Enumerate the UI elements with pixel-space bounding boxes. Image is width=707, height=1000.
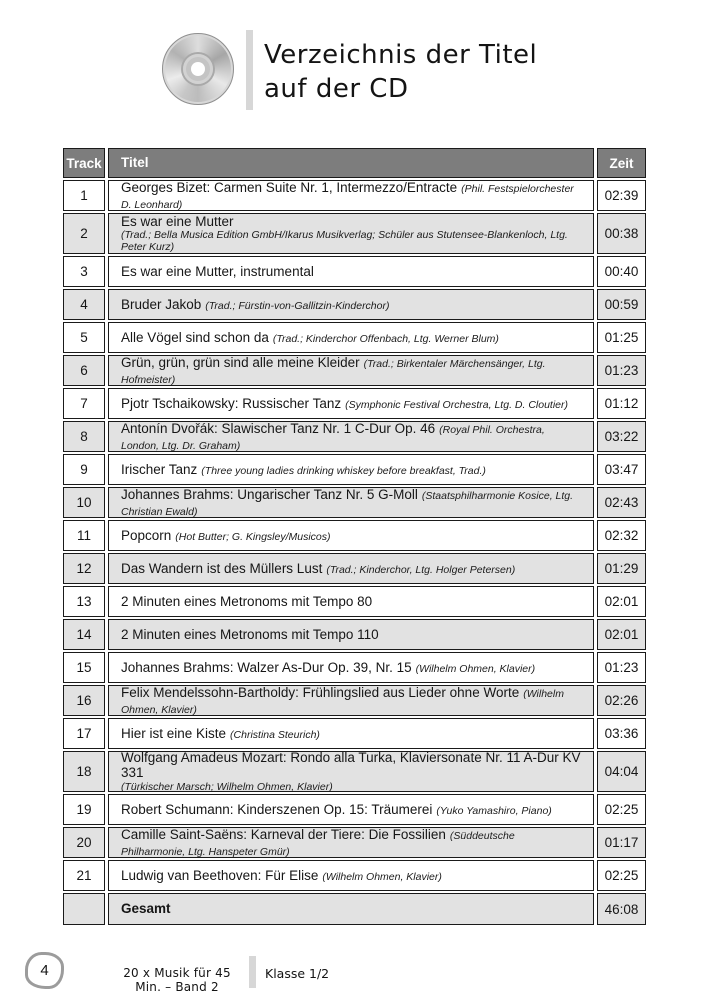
column-header-track: Track <box>63 148 105 178</box>
cd-disc-icon <box>162 33 234 105</box>
total-label-cell <box>108 893 594 925</box>
track-note: (Wilhelm Ohmen, Klavier) <box>415 662 536 675</box>
track-cell: 14 <box>63 619 105 650</box>
track-note: (Trad.; Birkentaler Märchensänger, Ltg. Hofmeister) <box>121 357 546 386</box>
track-title: Pjotr Tschaikowsky: Russischer Tanz (Symphonic Festival Orchestra, Ltg. D. Cloutier) <box>121 395 568 411</box>
time-cell: 01:12 <box>597 388 646 419</box>
time-cell: 02:39 <box>597 180 646 211</box>
time-cell: 02:25 <box>597 794 646 825</box>
title-cell <box>108 685 594 716</box>
track-cell: 12 <box>63 553 105 584</box>
title-cell <box>108 213 594 254</box>
title-cell <box>108 751 594 792</box>
track-cell: 5 <box>63 322 105 353</box>
time-cell: 02:32 <box>597 520 646 551</box>
cd-hub <box>183 54 213 84</box>
track-title: Camille Saint-Saëns: Karneval der Tiere: Die Fossilien (Süddeutsche Philharmonie, Ltg. Hanspeter Gmür) <box>121 826 515 858</box>
track-cell: 4 <box>63 289 105 320</box>
track-cell: 20 <box>63 827 105 858</box>
track-title: 2 Minuten eines Metronoms mit Tempo 80 <box>121 593 373 609</box>
track-note: (Wilhelm Ohmen, Klavier) <box>121 687 564 716</box>
track-cell: 10 <box>63 487 105 518</box>
track-title: Johannes Brahms: Ungarischer Tanz Nr. 5 G-Moll (Staatsphilharmonie Kosice, Ltg. Christian Ewald) <box>121 486 574 518</box>
title-cell <box>108 652 594 683</box>
track-table <box>63 148 646 925</box>
track-cell: 9 <box>63 454 105 485</box>
track-title: Das Wandern ist des Müllers Lust (Trad.; Kinderchor, Ltg. Holger Petersen) <box>121 560 516 576</box>
title-cell <box>108 421 594 452</box>
track-title: Alle Vögel sind schon da (Trad.; Kinderchor Offenbach, Ltg. Werner Blum) <box>121 329 499 345</box>
title-cell <box>108 388 594 419</box>
track-note: (Hot Butter; G. Kingsley/Musicos) <box>175 530 331 543</box>
time-cell: 01:25 <box>597 322 646 353</box>
page-number-badge <box>25 952 64 989</box>
track-cell: 3 <box>63 256 105 287</box>
time-cell: 03:22 <box>597 421 646 452</box>
title-cell <box>108 586 594 617</box>
track-title: Antonín Dvořák: Slawischer Tanz Nr. 1 C-Dur Op. 46 (Royal Phil. Orchestra, London, Ltg. Dr. Graham) <box>121 420 545 452</box>
title-divider-bar <box>246 30 253 110</box>
track-note: (Symphonic Festival Orchestra, Ltg. D. Cloutier) <box>345 398 568 411</box>
track-note: (Trad.; Bella Musica Edition GmbH/Ikarus Musikverlag; Schüler aus Stutensee-Blankenloch, Ltg. Peter Kurz) <box>121 229 568 254</box>
track-cell: 17 <box>63 718 105 749</box>
track-cell: 18 <box>63 751 105 792</box>
total-track-cell <box>63 893 105 925</box>
time-cell: 02:43 <box>597 487 646 518</box>
time-cell: 02:25 <box>597 860 646 891</box>
track-note: (Süddeutsche Philharmonie, Ltg. Hanspeter Gmür) <box>121 829 515 858</box>
track-title: Ludwig van Beethoven: Für Elise (Wilhelm Ohmen, Klavier) <box>121 867 442 883</box>
title-cell <box>108 553 594 584</box>
footer-divider-bar <box>249 956 256 988</box>
time-cell: 01:23 <box>597 355 646 386</box>
title-cell <box>108 827 594 858</box>
track-title: 2 Minuten eines Metronoms mit Tempo 110 <box>121 626 379 642</box>
title-cell <box>108 487 594 518</box>
title-cell <box>108 322 594 353</box>
title-cell <box>108 520 594 551</box>
time-cell: 04:04 <box>597 751 646 792</box>
track-cell: 15 <box>63 652 105 683</box>
footer-series-title: 20 x Musik für 45 Min. – Band 2 <box>123 966 231 994</box>
track-cell: 11 <box>63 520 105 551</box>
track-note: (Trad.; Fürstin-von-Gallitzin-Kinderchor) <box>205 299 390 312</box>
track-note: (Trad.; Kinderchor, Ltg. Holger Petersen) <box>326 563 516 576</box>
page-number: 4 <box>40 962 49 979</box>
track-cell: 13 <box>63 586 105 617</box>
track-title: Irischer Tanz (Three young ladies drinking whiskey before breakfast, Trad.) <box>121 461 486 477</box>
track-title: Grün, grün, grün sind alle meine Kleider (Trad.; Birkentaler Märchensänger, Ltg. Hofmeister) <box>121 354 546 386</box>
track-note: (Yuko Yamashiro, Piano) <box>436 804 552 817</box>
time-cell: 00:59 <box>597 289 646 320</box>
track-note: (Staatsphilharmonie Kosice, Ltg. Christian Ewald) <box>121 489 574 518</box>
track-title: Es war eine Mutter <box>121 213 234 229</box>
time-cell: 00:40 <box>597 256 646 287</box>
track-title: Robert Schumann: Kinderszenen Op. 15: Träumerei (Yuko Yamashiro, Piano) <box>121 801 552 817</box>
time-cell: 02:26 <box>597 685 646 716</box>
track-note: (Christina Steurich) <box>230 728 320 741</box>
total-time-cell: 46:08 <box>597 893 646 925</box>
column-header-zeit: Zeit <box>597 148 646 178</box>
track-note: (Türkischer Marsch; Wilhelm Ohmen, Klavier) <box>121 780 333 793</box>
page-title-line2: auf der CD <box>264 74 409 104</box>
cd-hole <box>191 62 205 76</box>
track-note: (Phil. Festspielorchester D. Leonhard) <box>121 182 574 211</box>
track-title: Bruder Jakob (Trad.; Fürstin-von-Gallitzin-Kinderchor) <box>121 296 390 312</box>
title-cell <box>108 718 594 749</box>
time-cell: 02:01 <box>597 586 646 617</box>
title-cell <box>108 355 594 386</box>
track-title: Georges Bizet: Carmen Suite Nr. 1, Intermezzo/Entracte (Phil. Festspielorchester D. Leonhard) <box>121 179 574 211</box>
title-cell <box>108 180 594 211</box>
track-cell: 8 <box>63 421 105 452</box>
title-cell <box>108 794 594 825</box>
track-title: Hier ist eine Kiste (Christina Steurich) <box>121 725 320 741</box>
footer-class-level: Klasse 1/2 <box>265 966 330 981</box>
track-note: (Royal Phil. Orchestra, London, Ltg. Dr. Graham) <box>121 423 545 452</box>
time-cell: 03:36 <box>597 718 646 749</box>
time-cell: 01:29 <box>597 553 646 584</box>
track-title: Es war eine Mutter, instrumental <box>121 263 314 279</box>
track-title: Johannes Brahms: Walzer As-Dur Op. 39, Nr. 15 (Wilhelm Ohmen, Klavier) <box>121 659 536 675</box>
title-cell <box>108 256 594 287</box>
track-note: (Wilhelm Ohmen, Klavier) <box>322 870 442 883</box>
column-header-titel: Titel <box>108 148 594 178</box>
track-cell: 1 <box>63 180 105 211</box>
track-cell: 2 <box>63 213 105 254</box>
track-note: (Trad.; Kinderchor Offenbach, Ltg. Werner Blum) <box>272 332 499 345</box>
title-cell <box>108 619 594 650</box>
time-cell: 03:47 <box>597 454 646 485</box>
track-title: Felix Mendelssohn-Bartholdy: Frühlingslied aus Lieder ohne Worte (Wilhelm Ohmen, Klavier) <box>121 684 564 716</box>
time-cell: 01:17 <box>597 827 646 858</box>
track-cell: 6 <box>63 355 105 386</box>
page-title-line1: Verzeichnis der Titel <box>264 40 538 70</box>
page-title <box>264 38 537 106</box>
time-cell: 00:38 <box>597 213 646 254</box>
time-cell: 01:23 <box>597 652 646 683</box>
title-cell <box>108 454 594 485</box>
track-note: (Three young ladies drinking whiskey before breakfast, Trad.) <box>201 464 486 477</box>
total-label: Gesamt <box>121 901 171 917</box>
track-cell: 16 <box>63 685 105 716</box>
track-cell: 19 <box>63 794 105 825</box>
track-title: Popcorn (Hot Butter; G. Kingsley/Musicos) <box>121 527 331 543</box>
title-cell <box>108 860 594 891</box>
track-cell: 21 <box>63 860 105 891</box>
title-cell <box>108 289 594 320</box>
time-cell: 02:01 <box>597 619 646 650</box>
track-title: Wolfgang Amadeus Mozart: Rondo alla Turka, Klaviersonate Nr. 11 A-Dur KV 331 <box>121 749 581 781</box>
track-cell: 7 <box>63 388 105 419</box>
